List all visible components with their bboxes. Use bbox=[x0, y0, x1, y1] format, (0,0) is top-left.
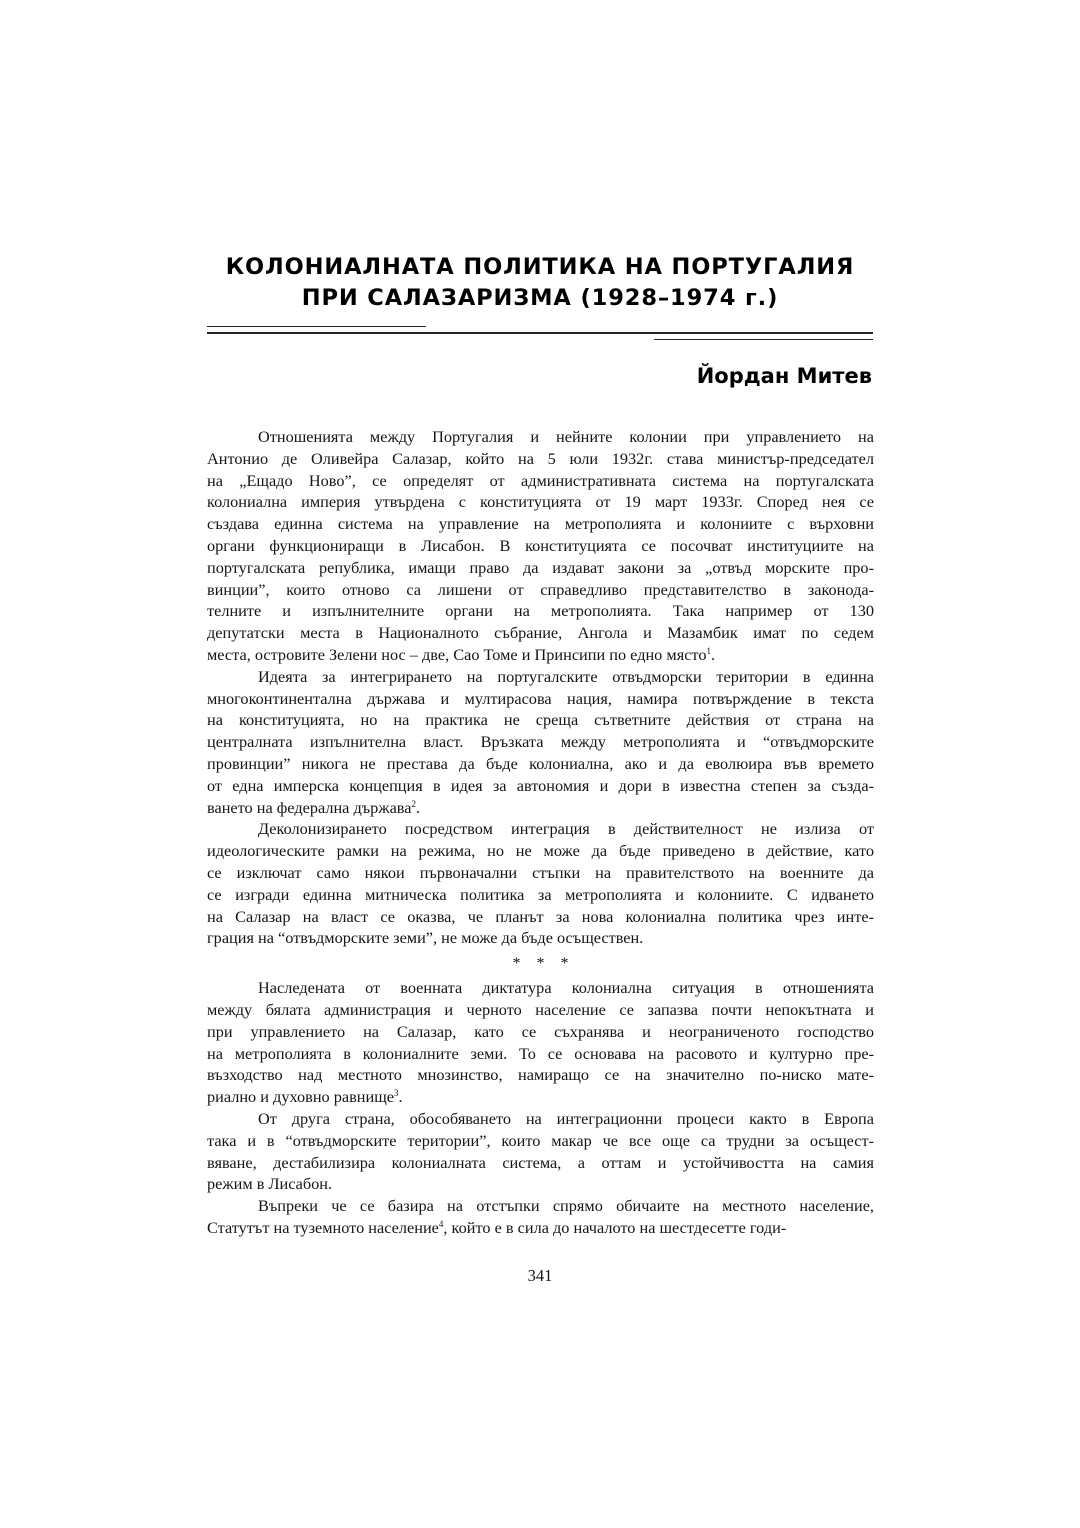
line-text: колониална империя утвърдена с конституцията от 19 март 1933г. Според нея се bbox=[207, 492, 874, 512]
text-line bbox=[207, 1021, 874, 1043]
footnote-reference: 1 bbox=[706, 645, 711, 656]
line-text: централната изпълнителна власт. Връзката между метрополията и “отвъдморските bbox=[207, 732, 874, 752]
line-text: многоконтинентална държава и мултирасова нация, намира потвърждение в текста bbox=[207, 688, 874, 708]
footnote-reference: 4 bbox=[438, 1218, 444, 1229]
line-text: Въпреки че се базира на отстъпки спрямо обичаите на местното население, bbox=[258, 1196, 874, 1216]
text-line bbox=[207, 731, 874, 753]
line-text: при управлението на Салазар, като се съхранява и неограниченото господство bbox=[207, 1021, 874, 1041]
paragraph bbox=[207, 1195, 874, 1239]
line-text: се изгради единна митническа политика за метрополията и колониите. С идването bbox=[207, 884, 874, 904]
line-text-after-footnote: , който е в сила до началото на шестдесетте годи- bbox=[443, 1217, 787, 1237]
text-line bbox=[207, 535, 874, 557]
line-text-after-footnote: . bbox=[710, 644, 716, 664]
text-line bbox=[207, 688, 874, 710]
line-text: От друга страна, обособяването на интеграционни процеси както в Европа bbox=[258, 1108, 874, 1128]
line-text: на „Ещадо Ново”, се определят от административната система на португалската bbox=[207, 470, 874, 490]
line-text: органи функциониращи в Лисабон. В конституцията се посочват институциите на bbox=[207, 535, 874, 555]
line-text: Статутът на туземното население bbox=[207, 1217, 439, 1237]
text-line bbox=[207, 622, 874, 644]
line-text: възходство над местното мнозинство, намиращо се на значително по-ниско мате- bbox=[207, 1065, 874, 1085]
article-title bbox=[0, 252, 1080, 314]
text-line bbox=[207, 797, 874, 819]
page-number: 341 bbox=[527, 1266, 553, 1285]
article-title-line-2: ПРИ САЛАЗАРИЗМА (1928–1974 г.) bbox=[301, 285, 779, 311]
article-body bbox=[207, 426, 874, 1239]
line-text: създава единна система на управление на метрополията и колониите с върховни bbox=[207, 514, 874, 534]
line-text: риално и духовно равнище bbox=[207, 1087, 394, 1107]
paragraph bbox=[207, 666, 874, 819]
text-line bbox=[207, 1130, 874, 1152]
line-text: места, островите Зелени нос – две, Сао Томе и Принсипи по едно място bbox=[207, 644, 707, 664]
text-line bbox=[207, 1043, 874, 1065]
text-line bbox=[207, 927, 874, 949]
line-text: на Салазар на власт се оказва, че планът за нова колониална политика чрез инте- bbox=[207, 906, 874, 926]
text-line bbox=[207, 884, 874, 906]
line-text: на метрополията в колониалните земи. То се основава на расовото и културно пре- bbox=[207, 1043, 874, 1063]
text-line bbox=[207, 840, 874, 862]
line-text-after-footnote: . bbox=[416, 797, 421, 817]
text-line bbox=[207, 1217, 874, 1239]
line-text: Отношенията между Португалия и нейните колонии при управлението на bbox=[258, 427, 874, 446]
text-line bbox=[207, 1064, 874, 1086]
text-line bbox=[207, 775, 874, 797]
text-line bbox=[207, 1173, 874, 1195]
line-text: Антонио де Оливейра Салазар, който на 5 юли 1932г. става министър-председател bbox=[207, 448, 874, 468]
article-title-line-1: КОЛОНИАЛНАТА ПОЛИТИКА НА ПОРТУГАЛИЯ bbox=[225, 254, 855, 280]
line-text: ването на федерална държава bbox=[207, 797, 412, 817]
line-text: Идеята за интегрирането на португалските отвъдморски територии в единна bbox=[258, 666, 874, 686]
line-text: на конституцията, но на практика не среща сътветните действия от страна на bbox=[207, 710, 874, 730]
line-text: се изключат само някои първоначални стъпки на правителството на военните да bbox=[207, 862, 874, 882]
paragraph bbox=[207, 977, 874, 1108]
line-text: режим в Лисабон. bbox=[207, 1174, 333, 1194]
text-line bbox=[207, 1108, 874, 1130]
line-text: така и в “отвъдморските територии”, които макар че все още са трудни за осъщест- bbox=[207, 1130, 874, 1150]
author-name: Йордан Митев bbox=[696, 364, 872, 388]
line-text: Деколонизирането посредством интеграция в действителност не излиза от bbox=[258, 819, 874, 839]
text-line bbox=[207, 557, 874, 579]
section-separator: * * * bbox=[512, 955, 575, 973]
line-text: от една имперска концепция в идея за автономия и дори в известна степен за създа- bbox=[207, 775, 874, 795]
text-line bbox=[207, 513, 874, 535]
text-line bbox=[207, 753, 874, 775]
text-line bbox=[207, 448, 874, 470]
line-text: депутатски места в Националното събрание, Ангола и Мазамбик имат по седем bbox=[207, 623, 874, 643]
footnote-reference: 3 bbox=[394, 1088, 399, 1099]
text-line bbox=[207, 906, 874, 928]
line-text: провинции” никога не престава да бъде колониална, ако и да еволюира във времето bbox=[207, 753, 874, 773]
text-line bbox=[207, 491, 874, 513]
text-line bbox=[207, 1152, 874, 1174]
text-line bbox=[207, 600, 874, 622]
paragraph bbox=[207, 1108, 874, 1195]
title-rule-left-thin bbox=[207, 326, 426, 327]
title-rule-right-thin bbox=[654, 339, 873, 340]
line-text: телните и изпълнителните органи на метрополията. Така например от 130 bbox=[207, 601, 874, 621]
text-line bbox=[207, 426, 874, 448]
text-line bbox=[207, 977, 874, 999]
text-line bbox=[207, 999, 874, 1021]
footnote-reference: 2 bbox=[411, 798, 416, 809]
text-line bbox=[207, 1195, 874, 1217]
line-text-after-footnote: . bbox=[398, 1087, 403, 1107]
line-text: между бялата администрация и черното население се запазва почти непокътната и bbox=[207, 999, 874, 1019]
line-text: идеологическите рамки на режима, но не може да бъде приведено в действие, като bbox=[207, 841, 874, 861]
line-text: португалската република, имащи право да издават закони за „отвъд морските про- bbox=[207, 557, 874, 577]
text-line bbox=[207, 1086, 874, 1108]
text-line bbox=[207, 666, 874, 688]
text-line bbox=[207, 644, 874, 666]
text-line bbox=[207, 818, 874, 840]
text-line bbox=[207, 470, 874, 492]
line-text: грация на “отвъдморските земи”, не може да бъде осъществен. bbox=[207, 928, 644, 948]
paragraph bbox=[207, 818, 874, 949]
text-line bbox=[207, 862, 874, 884]
line-text: винции”, които отново са лишени от справедливо представителство в законода- bbox=[207, 579, 874, 599]
paragraph bbox=[207, 426, 874, 666]
text-line bbox=[207, 579, 874, 601]
title-rule-main bbox=[207, 332, 873, 334]
text-line bbox=[207, 709, 874, 731]
line-text: вяване, дестабилизира колониалната система, а оттам и устойчивостта на самия bbox=[207, 1152, 874, 1172]
line-text: Наследената от военната диктатура колониална ситуация в отношенията bbox=[258, 978, 874, 998]
